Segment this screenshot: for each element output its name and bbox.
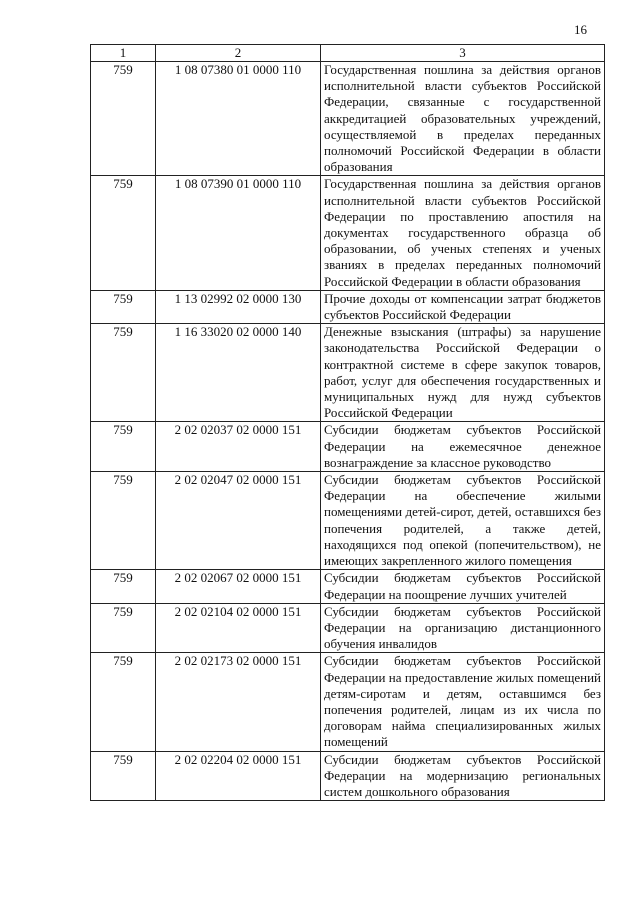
income-name-cell: Государственная пошлина за действия органов исполнительной власти субъектов Российской Федерации по проставлению апостиля на документах государственного образца об образовании, об ученых степенях и ученых званиях в пределах переданных полномочий Российской Федерации в области образования [321,176,605,290]
table-header-row [91,45,605,62]
table-row [91,422,605,472]
table-row [91,472,605,570]
income-name-cell: Денежные взыскания (штрафы) за нарушение законодательства Российской Федерации о контрактной системе в сфере закупок товаров, работ, услуг для обеспечения государственных и муниципальных нужд для нужд субъектов Российской Федерации [321,324,605,422]
budget-code-cell: 2 02 02173 02 0000 151 [156,653,321,751]
budget-code-cell: 1 08 07380 01 0000 110 [156,62,321,176]
income-name-cell: Субсидии бюджетам субъектов Российской Федерации на поощрение лучших учителей [321,570,605,603]
column-header-3: 3 [321,45,605,62]
income-name-cell: Прочие доходы от компенсации затрат бюджетов субъектов Российской Федерации [321,290,605,323]
admin-code-cell: 759 [91,422,156,472]
admin-code-cell: 759 [91,290,156,323]
admin-code-cell: 759 [91,324,156,422]
admin-code-cell: 759 [91,570,156,603]
income-name-cell: Государственная пошлина за действия органов исполнительной власти субъектов Российской Федерации, связанные с государственной аккредитацией образовательных учреждений, осуществляемой в пределах переданных полномочий Российской Федерации в области образования [321,62,605,176]
budget-code-cell: 2 02 02204 02 0000 151 [156,751,321,801]
table-row [91,653,605,751]
income-name-cell: Субсидии бюджетам субъектов Российской Федерации на ежемесячное денежное вознаграждение за классное руководство [321,422,605,472]
budget-code-cell: 2 02 02067 02 0000 151 [156,570,321,603]
table-row [91,176,605,290]
budget-code-cell: 1 13 02992 02 0000 130 [156,290,321,323]
table-row [91,751,605,801]
page-number: 16 [574,22,587,37]
admin-code-cell: 759 [91,472,156,570]
table-row [91,603,605,653]
budget-classification-table [90,44,605,801]
table-row [91,290,605,323]
income-name-cell: Субсидии бюджетам субъектов Российской Федерации на предоставление жилых помещений детям-сиротам и детям, оставшимся без попечения родителей, лицам из их числа по договорам найма специализированных жилых помещений [321,653,605,751]
budget-code-cell: 2 02 02047 02 0000 151 [156,472,321,570]
budget-code-cell: 1 08 07390 01 0000 110 [156,176,321,290]
budget-code-cell: 2 02 02037 02 0000 151 [156,422,321,472]
column-header-1: 1 [91,45,156,62]
admin-code-cell: 759 [91,603,156,653]
column-header-2: 2 [156,45,321,62]
income-name-cell: Субсидии бюджетам субъектов Российской Федерации на организацию дистанционного обучения инвалидов [321,603,605,653]
income-name-cell: Субсидии бюджетам субъектов Российской Федерации на обеспечение жилыми помещениями детей-сирот, детей, оставшихся без попечения родителей, а также детей, находящихся под опекой (попечительством), не имеющих закрепленного жилого помещения [321,472,605,570]
admin-code-cell: 759 [91,653,156,751]
budget-code-cell: 2 02 02104 02 0000 151 [156,603,321,653]
table-row [91,62,605,176]
admin-code-cell: 759 [91,751,156,801]
table-row [91,570,605,603]
table-row [91,324,605,422]
budget-code-cell: 1 16 33020 02 0000 140 [156,324,321,422]
income-name-cell: Субсидии бюджетам субъектов Российской Федерации на модернизацию региональных систем дошкольного образования [321,751,605,801]
admin-code-cell: 759 [91,62,156,176]
admin-code-cell: 759 [91,176,156,290]
